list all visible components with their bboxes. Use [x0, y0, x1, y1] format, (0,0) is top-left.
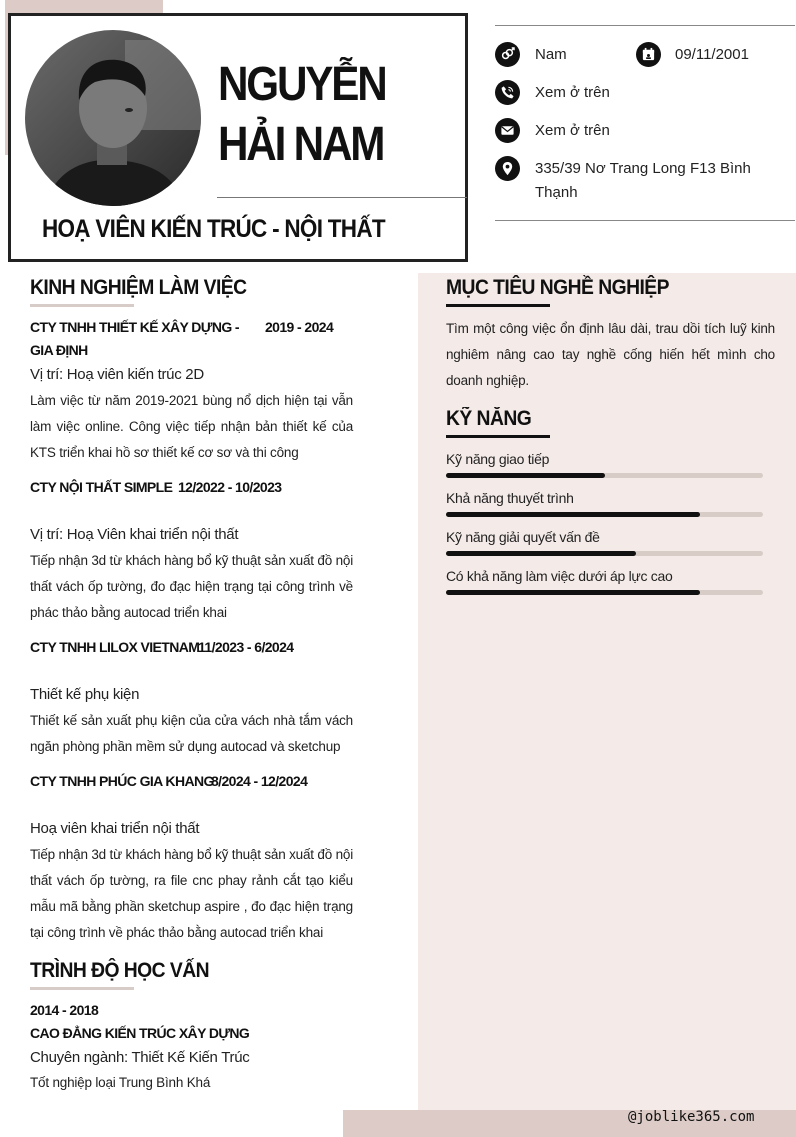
- candidate-name: [218, 55, 434, 175]
- birthday-value: 09/11/2001: [675, 46, 749, 63]
- job-1-description: Làm việc từ năm 2019-2021 bùng nổ dịch hiện tại vẫn làm việc online. Công việc tiếp nhận bản thiết kế của KTS triển khai hồ sơ thiết kế cơ sơ và thi công: [30, 393, 353, 460]
- skill-3-label: Kỹ năng giải quyết vấn đề: [446, 529, 600, 545]
- skill-1-bar: [446, 473, 763, 478]
- job-1-company: CTY TNHH THIẾT KẾ XÂY DỰNG - GIA ĐỊNH: [30, 319, 239, 358]
- job-3-company: CTY TNHH LILOX VIETNAM: [30, 639, 200, 655]
- skills-heading-bar: [446, 435, 550, 438]
- education-period: 2014 - 2018: [30, 1002, 99, 1018]
- job-4-description: Tiếp nhận 3d từ khách hàng bổ kỹ thuật sản xuất đồ nội thất vách ốp tường, ra file cnc phay rảnh cắt tạo kiểu mẫu mã bằng phần sketchup aspire , đo đạc hiện trạng tại công trình về phác thảo bằng autocad triển khai: [30, 847, 353, 940]
- job-2-date: 12/2022 - 10/2023: [178, 479, 282, 495]
- education-heading: TRÌNH ĐỘ HỌC VẤN: [30, 959, 210, 982]
- footer-watermark: @joblike365.com: [628, 1109, 755, 1125]
- skill-3-bar: [446, 551, 763, 556]
- objective-heading: MỤC TIÊU NGHỀ NGHIỆP: [446, 276, 669, 299]
- header-divider: [217, 197, 467, 198]
- skill-2-fill: [446, 512, 700, 517]
- gender-icon: [495, 42, 520, 67]
- objective-text: Tìm một công việc ổn định lâu dài, trau dồi tích luỹ kinh nghiêm nâng cao tay nghề cống hiến hết mình cho doanh nghiệp.: [446, 321, 775, 388]
- contact-divider-top: [495, 25, 795, 26]
- contact-divider-bottom: [495, 220, 795, 221]
- skill-2-label: Khả năng thuyết trình: [446, 490, 574, 506]
- profile-photo: [25, 30, 201, 206]
- skills-heading: KỸ NĂNG: [446, 407, 532, 430]
- email-value: Xem ở trên: [535, 122, 610, 139]
- phone-value: Xem ở trên: [535, 84, 610, 101]
- gender-value: Nam: [535, 46, 567, 63]
- job-4-date: 8/2024 - 12/2024: [211, 773, 308, 789]
- skill-1-fill: [446, 473, 605, 478]
- calendar-icon: [636, 42, 661, 67]
- job-3-description: Thiết kế sản xuất phụ kiện của cửa vách nhà tắm vách ngăn phòng phần mềm sử dụng autocad và sketchup: [30, 713, 353, 754]
- mail-icon: [495, 118, 520, 143]
- education-school: CAO ĐẲNG KIẾN TRÚC XÂY DỰNG: [30, 1025, 250, 1041]
- right-panel: [418, 273, 796, 1137]
- job-2-description: Tiếp nhận 3d từ khách hàng bổ kỹ thuật sản xuất đồ nội thất vách ốp tường, đo đạc hiện trạng tại công trình về phác thảo bằng autocad triển khai: [30, 553, 353, 620]
- job-2-company: CTY NỘI THẤT SIMPLE: [30, 479, 173, 495]
- experience-heading: KINH NGHIỆM LÀM VIỆC: [30, 276, 247, 299]
- name-line-2: HẢI NAM: [218, 118, 384, 171]
- job-3-date: 11/2023 - 6/2024: [198, 639, 294, 655]
- education-heading-bar: [30, 987, 134, 990]
- address-value: 335/39 Nơ Trang Long F13 Bình Thạnh: [535, 160, 751, 201]
- job-1-date: 2019 - 2024: [265, 319, 334, 335]
- skill-4-bar: [446, 590, 763, 595]
- job-4-company: CTY TNHH PHÚC GIA KHANG: [30, 773, 214, 789]
- skill-4-fill: [446, 590, 700, 595]
- job-title: HOẠ VIÊN KIẾN TRÚC - NỘI THẤT: [42, 215, 385, 243]
- location-icon: [495, 156, 520, 181]
- job-1-role: Vị trí: Hoạ viên kiến trúc 2D: [30, 366, 204, 383]
- skill-1-label: Kỹ năng giao tiếp: [446, 451, 550, 467]
- name-line-1: NGUYỄN: [218, 58, 386, 111]
- education-result: Tốt nghiệp loại Trung Bình Khá: [30, 1075, 211, 1090]
- experience-heading-bar: [30, 304, 134, 307]
- skill-3-fill: [446, 551, 636, 556]
- phone-icon: [495, 80, 520, 105]
- job-2-role: Vị trí: Hoạ Viên khai triển nội thất: [30, 526, 239, 543]
- job-3-role: Thiết kế phụ kiện: [30, 686, 140, 703]
- skill-2-bar: [446, 512, 763, 517]
- avatar: [25, 30, 201, 206]
- skill-4-label: Có khả năng làm việc dưới áp lực cao: [446, 568, 673, 584]
- job-4-role: Hoạ viên khai triển nội thất: [30, 820, 200, 837]
- education-major: Chuyên ngành: Thiết Kế Kiến Trúc: [30, 1049, 250, 1066]
- objective-heading-bar: [446, 304, 550, 307]
